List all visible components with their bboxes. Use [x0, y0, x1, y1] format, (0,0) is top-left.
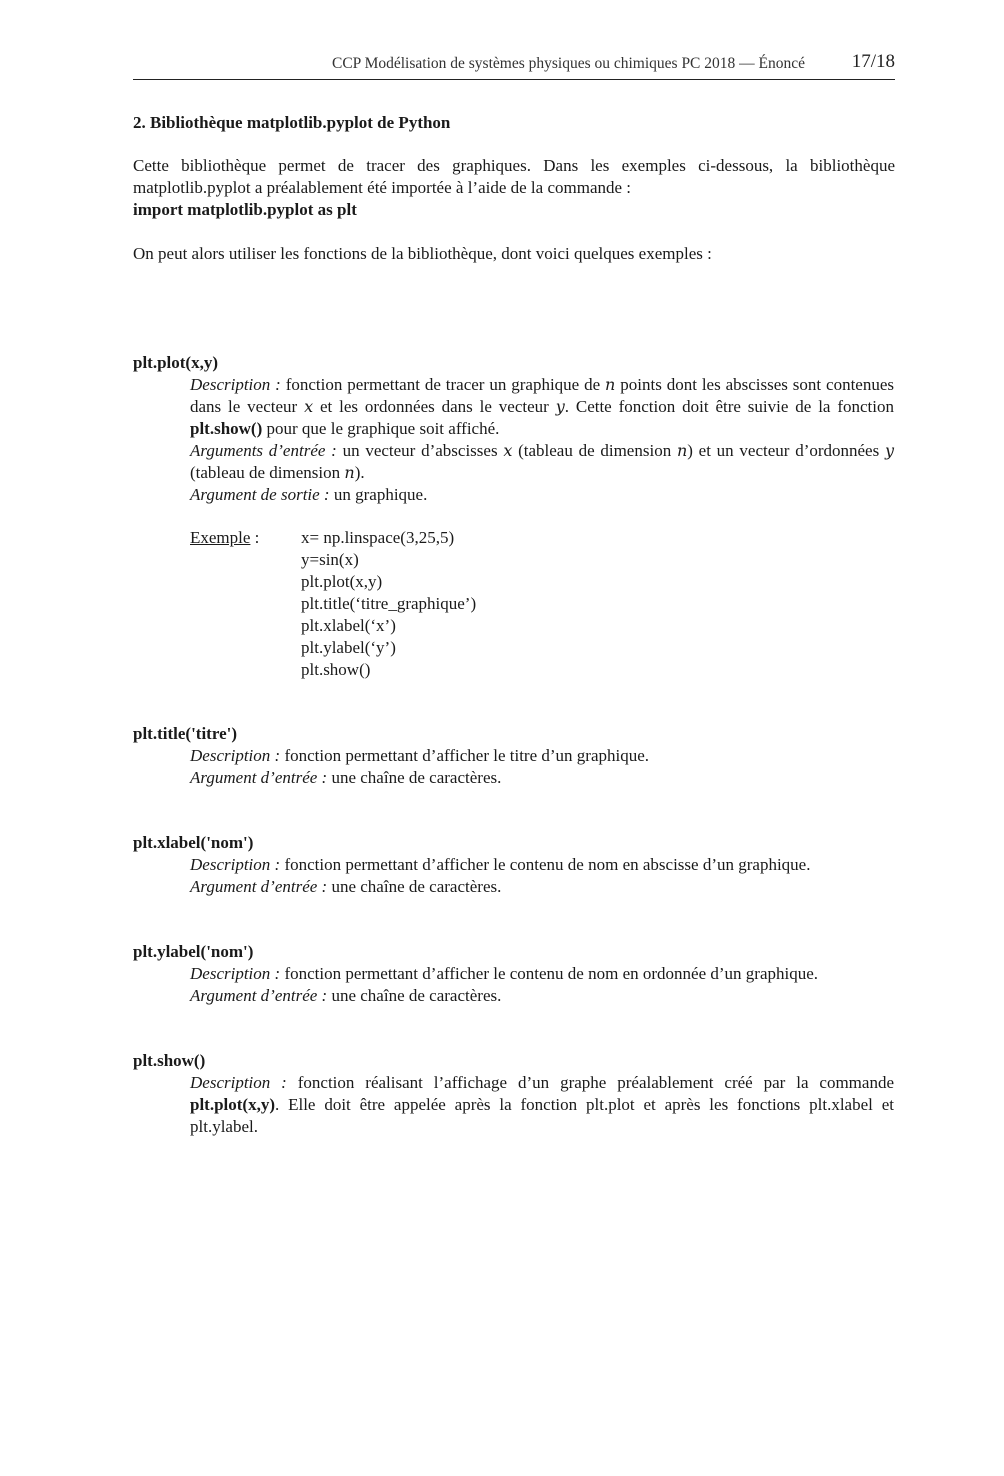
- show-description: Description : fonction réalisant l’affichage d’un graphe préalablement créé par la commande plt.plot(x,y). Elle doit être appelée après la fonction plt.plot et après les fonctions plt.xlabel et plt.ylabel.: [190, 1073, 894, 1136]
- import-command: import matplotlib.pyplot as plt: [133, 200, 357, 219]
- description-label: Description :: [190, 375, 281, 394]
- plot-description: Description : fonction permettant de tracer un graphique de n points dont les abscisses sont contenues dans le vecteur x et les ordonnées dans le vecteur y. Cette fonction doit être suivie de la fonction plt.show() pour que le graphique soit affiché.: [190, 375, 895, 438]
- ylabel-argument: Argument d’entrée : une chaîne de caractères.: [190, 986, 502, 1005]
- function-name-show: plt.show(): [133, 1051, 206, 1070]
- intro-paragraph-2: On peut alors utiliser les fonctions de la bibliothèque, dont voici quelques exemples :: [133, 244, 712, 263]
- section-heading: 2. Bibliothèque matplotlib.pyplot de Python: [133, 113, 451, 132]
- example-label: Exemple :: [190, 528, 260, 547]
- code-line: plt.xlabel(‘x’): [301, 616, 396, 635]
- intro-paragraph: Cette bibliothèque permet de tracer des graphiques. Dans les exemples ci-dessous, la bibliothèque matplotlib.pyplot a préalablement été importée à l’aide de la commande :: [133, 156, 895, 197]
- title-argument: Argument d’entrée : une chaîne de caractères.: [190, 768, 502, 787]
- code-line: plt.show(): [301, 660, 371, 679]
- xlabel-description: Description : fonction permettant d’afficher le contenu de nom en abscisse d’un graphique.: [190, 855, 811, 874]
- title-description: Description : fonction permettant d’afficher le titre d’un graphique.: [190, 746, 650, 765]
- plot-arguments: Arguments d’entrée : un vecteur d’abscisses x (tableau de dimension n) et un vecteur d’ordonnées y (tableau de dimension n).: [190, 441, 895, 482]
- function-name-plot: plt.plot(x,y): [133, 353, 218, 372]
- example-code: [301, 527, 476, 681]
- function-name-ylabel: plt.ylabel('nom'): [133, 942, 254, 961]
- plot-output: Argument de sortie : un graphique.: [190, 485, 428, 504]
- ylabel-description: Description : fonction permettant d’afficher le contenu de nom en ordonnée d’un graphique.: [190, 964, 819, 983]
- xlabel-argument: Argument d’entrée : une chaîne de caractères.: [190, 877, 502, 896]
- code-line: plt.title(‘titre_graphique’): [301, 594, 477, 613]
- page-number: 17/18: [851, 51, 895, 72]
- function-name-title: plt.title('titre'): [133, 724, 238, 743]
- code-line: y=sin(x): [301, 550, 359, 569]
- page-header: [133, 52, 895, 80]
- code-line: plt.plot(x,y): [301, 572, 383, 591]
- code-line: x= np.linspace(3,25,5): [301, 528, 455, 547]
- code-line: plt.ylabel(‘y’): [301, 638, 396, 657]
- header-title: CCP Modélisation de systèmes physiques ou chimiques PC 2018 — Énoncé: [331, 55, 805, 72]
- function-name-xlabel: plt.xlabel('nom'): [133, 833, 254, 852]
